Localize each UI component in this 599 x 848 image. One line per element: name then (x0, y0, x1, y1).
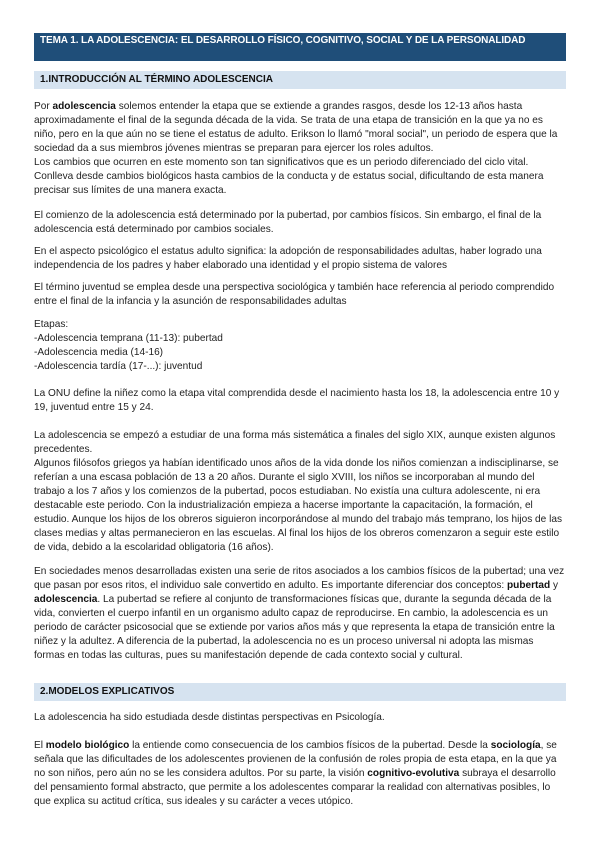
text-run: la entiende como consecuencia de los cambios físicos de la pubertad. Desde la (129, 740, 491, 751)
page-title: TEMA 1. LA ADOLESCENCIA: EL DESARROLLO FÍSICO, COGNITIVO, SOCIAL Y DE LA PERSONALIDAD (34, 33, 566, 61)
text-run: El (34, 740, 46, 751)
paragraph-definicion (34, 100, 566, 198)
text-run: y (550, 580, 559, 591)
etapa-item: -Adolescencia media (14-16) (34, 347, 164, 358)
paragraph-onu: La ONU define la niñez como la etapa vital comprendida desde el nacimiento hasta los 18, la adolescencia entre 10 y 19, juventud entre 15 y 24. (34, 388, 560, 413)
text-run: En sociedades menos desarrolladas existen una serie de ritos asociados a los cambios físicos de la pubertad; una vez que pasan por esos ritos, el individuo sale convertido en adulto. Es importante diferenciar dos conceptos: (34, 566, 565, 591)
paragraph-pubertad-adolescencia (34, 565, 566, 663)
etapa-item: -Adolescencia tardía (17-...): juventud (34, 361, 203, 372)
paragraph-juventud: El término juventud se emplea desde una perspectiva sociológica y también hace referencia al periodo comprendido entre el final de la infancia y la asunción de responsabilidades adultas (34, 282, 555, 307)
text-run: solemos entender la etapa que se extiende a grandes rasgos, desde los 12-13 años hasta aproximadamente el final de la segunda década de la vida. Se trata de una etapa de transición en la que ya no es niño, pero en la que aún no se tiene el estatus de adulto. Erikson lo llamó "moral social", un periodo de espera que la sociedad da a sus miembros jóvenes mientras se preparan para ejercer los roles adultos. (34, 101, 558, 154)
paragraph-comienzo: El comienzo de la adolescencia está determinado por la pubertad, por cambios físicos. Sin embargo, el final de la adolescencia está determinado por cambios sociales. (34, 210, 542, 235)
paragraph-aspecto-psicologico: En el aspecto psicológico el estatus adulto significa: la adopción de responsabilidades adultas, haber logrado una independencia de los padres y haber elaborado una identidad y el propio sistema de valores (34, 246, 542, 271)
section-heading-modelos: 2.MODELOS EXPLICATIVOS (34, 683, 566, 701)
bold-term-adolescencia: adolescencia (34, 594, 98, 605)
text-run: , se señala que las dificultades de los adolescentes provienen de la confusión de roles propia de esta etapa, en la que ya no son niños, pero aún no se les considera adultos. Por su parte, la visión (34, 740, 557, 779)
text-run: . La pubertad se refiere al conjunto de transformaciones físicas que, durante la segunda década de la vida, convierten el cuerpo infantil en un organismo adulto capaz de reproducirse. En cambio, la adolescencia es un periodo de carácter psicosocial que se extiende por varios años más y que representa la etapa de transición entre la niñez y la adultez. A diferencia de la pubertad, la adolescencia no es un proceso universal ni adopta las mismas formas en todas las culturas, pues su manifestación depende de cada contexto social y cultural. (34, 594, 555, 661)
text-run: subraya el desarrollo del pensamiento formal abstracto, que permite a los adolescentes comparar la realidad con alternativas posibles, lo que explica su actitud crítica, sus ideales y su carácter a veces utópico. (34, 768, 556, 807)
text-run: La adolescencia se empezó a estudiar de una forma más sistemática a finales del siglo XIX, aunque existen algunos precedentes. (34, 430, 556, 455)
bold-term-cognitivo-evolutiva: cognitivo-evolutiva (367, 768, 460, 779)
etapa-item: -Adolescencia temprana (11-13): pubertad (34, 333, 223, 344)
bold-term-pubertad: pubertad (507, 580, 551, 591)
bold-term-modelo-biologico: modelo biológico (45, 740, 130, 751)
section-heading-introduccion: 1.INTRODUCCIÓN AL TÉRMINO ADOLESCENCIA (34, 71, 566, 89)
bold-term-sociologia: sociología (490, 740, 541, 751)
text-run: Algunos filósofos griegos ya habían identificado unos años de la vida donde los niños comienzan a indisciplinarse, se referían a una escasa población de 13 a 20 años. Durante el siglo XVIII, los niños se incorporaban al mundo del trabajo a los 7 años y los comienzos de la pubertad, pocos estudiaban. No existía una cultura adolescente, ni era destacable este periodo. Con la industrialización empieza a hacerse importante la capacitación, la formación, el estudio. Aunque los hijos de los obreros siguieron incorporándose al mundo del trabajo más temprano, los hijos de las clases medias y altas permanecieron en las escuelas. Al final los hijos de los obreros comenzaron a seguir este estilo de vida, debido a la escolaridad obligatoria (16 años). (34, 458, 562, 553)
paragraph-historia (34, 429, 566, 555)
bold-term-adolescencia: adolescencia (52, 101, 116, 112)
text-run: Los cambios que ocurren en este momento son tan significativos que es un periodo diferenciado del ciclo vital. Conlleva desde cambios biológicos hasta cambios de la conducta y de estatus social, dificultando de esta manera precisar sus límites de una manera exacta. (34, 157, 544, 196)
text-run: Por (34, 101, 53, 112)
etapas-list (34, 318, 566, 374)
paragraph-perspectivas: La adolescencia ha sido estudiada desde distintas perspectivas en Psicología. (34, 712, 385, 723)
paragraph-modelos (34, 739, 566, 809)
etapas-heading: Etapas: (34, 319, 69, 330)
